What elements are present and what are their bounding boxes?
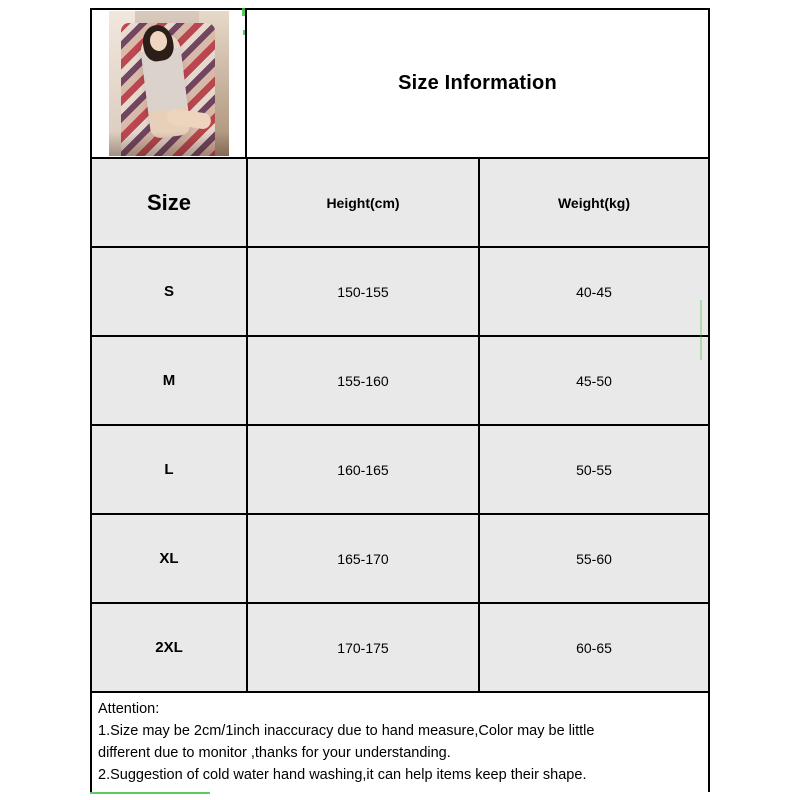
page-title: Size Information xyxy=(398,72,557,94)
photo-shadow xyxy=(109,132,229,156)
attention-line-3: 2.Suggestion of cold water hand washing,it can help items keep their shape. xyxy=(98,767,587,784)
cell-size: L xyxy=(92,425,247,514)
cell-size: S xyxy=(92,247,247,336)
attention-block xyxy=(92,693,708,800)
table-row xyxy=(92,336,708,425)
column-header-weight: Weight(kg) xyxy=(479,159,708,247)
attention-line-2: different due to monitor ,thanks for your understanding. xyxy=(98,745,451,762)
column-header-height: Height(cm) xyxy=(247,159,479,247)
cell-size: 2XL xyxy=(92,603,247,692)
cell-height: 170-175 xyxy=(247,603,479,692)
cell-size: M xyxy=(92,336,247,425)
size-chart-frame xyxy=(90,8,710,792)
size-table xyxy=(92,159,708,693)
chart-header xyxy=(92,10,708,159)
column-header-size: Size xyxy=(92,159,247,247)
scan-speck xyxy=(242,8,245,16)
table-row xyxy=(92,425,708,514)
scan-speck xyxy=(90,792,210,794)
cell-height: 160-165 xyxy=(247,425,479,514)
table-header-row xyxy=(92,159,708,247)
cell-height: 155-160 xyxy=(247,336,479,425)
table-row xyxy=(92,603,708,692)
cell-size: XL xyxy=(92,514,247,603)
scan-speck xyxy=(243,30,245,35)
table-row xyxy=(92,247,708,336)
attention-line-1: 1.Size may be 2cm/1inch inaccuracy due to hand measure,Color may be little xyxy=(98,723,595,740)
cell-height: 165-170 xyxy=(247,514,479,603)
cell-height: 150-155 xyxy=(247,247,479,336)
cell-weight: 60-65 xyxy=(479,603,708,692)
attention-heading: Attention: xyxy=(98,701,160,717)
cell-weight: 45-50 xyxy=(479,336,708,425)
product-photo xyxy=(109,11,229,156)
table-row xyxy=(92,514,708,603)
cell-weight: 50-55 xyxy=(479,425,708,514)
title-cell xyxy=(247,10,708,157)
scan-speck xyxy=(700,300,702,360)
product-photo-cell xyxy=(92,10,247,157)
cell-weight: 40-45 xyxy=(479,247,708,336)
cell-weight: 55-60 xyxy=(479,514,708,603)
